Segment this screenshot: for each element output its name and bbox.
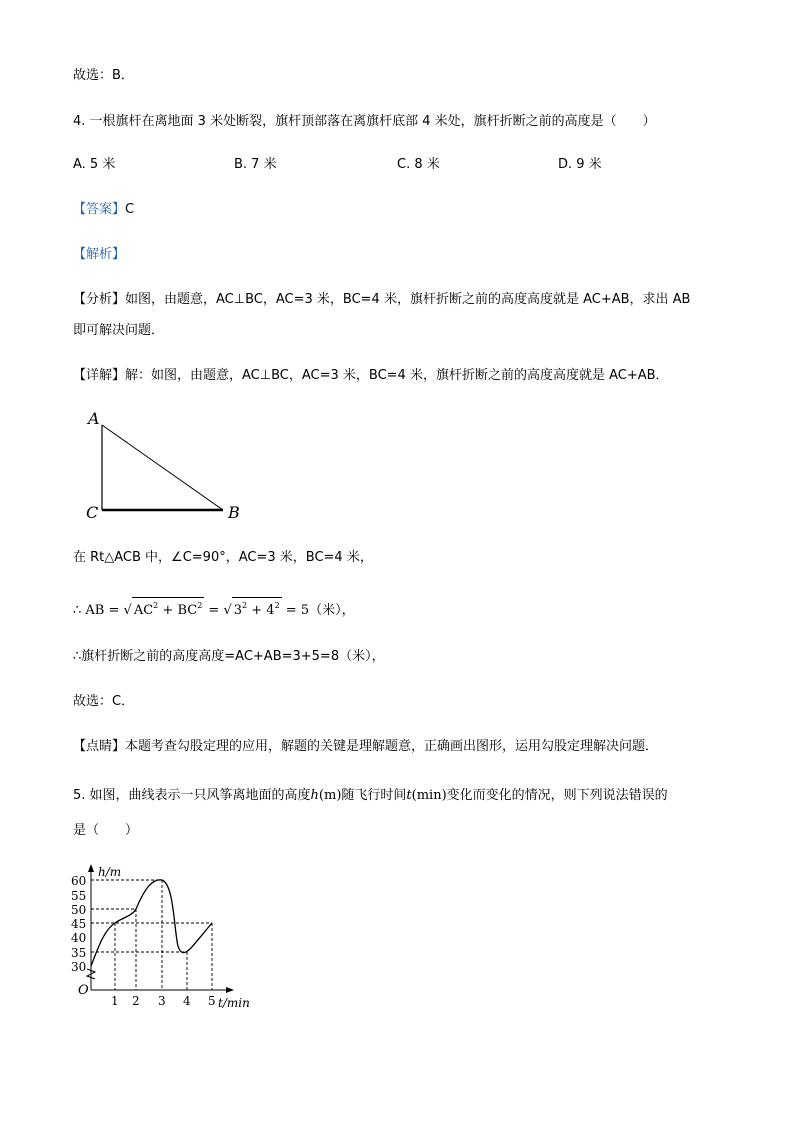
vertex-a-label: A (88, 409, 100, 428)
plus-sign: + (158, 603, 178, 618)
formula-result: = 5 (281, 603, 310, 618)
q4-stem: 4. 一根旗杆在离地面 3 米处断裂，旗杆顶部落在离旗杆底部 4 米处，旗杆折断之前的高度是（ ） (73, 114, 656, 129)
xiangjie-text: 解：如图，由题意，AC⊥BC，AC=3 米，BC=4 米，旗杆折断之前的高度高度就是 AC+AB． (125, 368, 669, 383)
equals-sign: = (204, 603, 224, 618)
origin-label: O (78, 983, 89, 998)
q5-stem-post: 变化而变化的情况，则下列说法错误的 (446, 788, 668, 803)
formula-lhs: AB = (85, 603, 120, 618)
exponent: 2 (153, 601, 159, 610)
q4-answer (73, 202, 134, 218)
exponent: 2 (274, 601, 280, 610)
exponent: 2 (197, 601, 203, 610)
q5-stem-pre: 5. 如图，曲线表示一只风筝离地面的高度 (73, 788, 311, 803)
q5-stem-mid: 随飞行时间 (341, 788, 407, 803)
radicand-ac: AC (133, 603, 154, 618)
plus-sign: + (247, 603, 267, 618)
q4-option-b: B. 7 米 (234, 157, 277, 172)
unit-min: (min) (411, 788, 447, 803)
answer-tag: 【答案】 (73, 202, 126, 217)
q5-stem (73, 788, 668, 804)
vertex-c-label: C (86, 503, 99, 522)
fenxi-tag: 【分析】 (73, 292, 126, 307)
formula-unit: （米）， (309, 603, 355, 618)
y-tick-label: 50 (71, 903, 87, 917)
axis-break-mark (87, 969, 95, 979)
triangle-figure (80, 405, 250, 530)
x-tick-label: 3 (158, 994, 166, 1008)
side-ab (102, 425, 223, 510)
x-tick-label: 2 (132, 994, 140, 1008)
sqrt-symbol: √ (123, 603, 132, 618)
kite-height-graph (70, 860, 270, 1010)
unit-m: (m) (318, 788, 342, 803)
radicand-4: 4 (266, 603, 275, 618)
q4-xiangjie (73, 368, 669, 384)
y-axis-label: h/m (98, 865, 122, 879)
q4-fenxi (73, 292, 690, 308)
x-axis-label: t/min (218, 996, 250, 1010)
var-h: h (310, 788, 319, 803)
radicand-3: 3 (233, 603, 243, 618)
x-tick-label: 4 (183, 994, 191, 1008)
x-tick-label: 5 (208, 994, 216, 1008)
y-tick-label: 60 (71, 874, 87, 888)
y-tick-label: 40 (71, 931, 87, 945)
y-axis-arrow (88, 864, 94, 872)
dianjing-tag: 【点睛】 (73, 739, 126, 754)
radicand-1 (132, 597, 204, 618)
q4-option-a: A. 5 米 (73, 157, 116, 172)
q4-option-d: D. 9 米 (558, 157, 602, 172)
exponent: 2 (242, 601, 248, 610)
q4-conclusion: 故选：C． (73, 694, 135, 709)
analysis-tag: 【解析】 (73, 247, 126, 262)
dianjing-text: 本题考查勾股定理的应用，解题的关键是理解题意，正确画出图形，运用勾股定理解决问题． (125, 739, 659, 754)
q4-formula (73, 599, 355, 619)
fenxi-text: 如图，由题意，AC⊥BC，AC=3 米，BC=4 米，旗杆折断之前的高度高度就是 AC+AB，求出 AB (125, 292, 691, 307)
therefore-symbol: ∴ (73, 603, 82, 618)
vertex-b-label: B (228, 503, 240, 522)
radicand-bc: BC (177, 603, 198, 618)
q4-step3: ∴旗杆折断之前的高度高度=AC+AB=3+5=8（米）， (73, 649, 385, 664)
y-tick-label: 35 (71, 946, 87, 960)
y-tick-label: 30 (71, 960, 87, 974)
xiangjie-tag: 【详解】 (73, 368, 126, 383)
radicand-2 (232, 597, 282, 618)
guide-lines (91, 880, 212, 990)
sqrt-symbol: √ (223, 603, 232, 618)
x-tick-label: 1 (111, 994, 119, 1008)
x-axis-arrow (226, 987, 234, 993)
q4-step1: 在 Rt△ACB 中，∠C=90°，AC=3 米，BC=4 米， (73, 550, 373, 565)
q4-fenxi-line2: 即可解决问题． (73, 323, 165, 338)
q5-stem-line2: 是（ ） (73, 823, 139, 838)
previous-answer: 故选：B． (73, 68, 134, 83)
q4-option-c: C. 8 米 (397, 157, 440, 172)
y-tick-label: 55 (71, 889, 87, 903)
answer-value: C (125, 202, 135, 217)
y-tick-label: 45 (71, 917, 87, 931)
var-t: t (406, 788, 412, 803)
q4-dianjing (73, 739, 658, 755)
